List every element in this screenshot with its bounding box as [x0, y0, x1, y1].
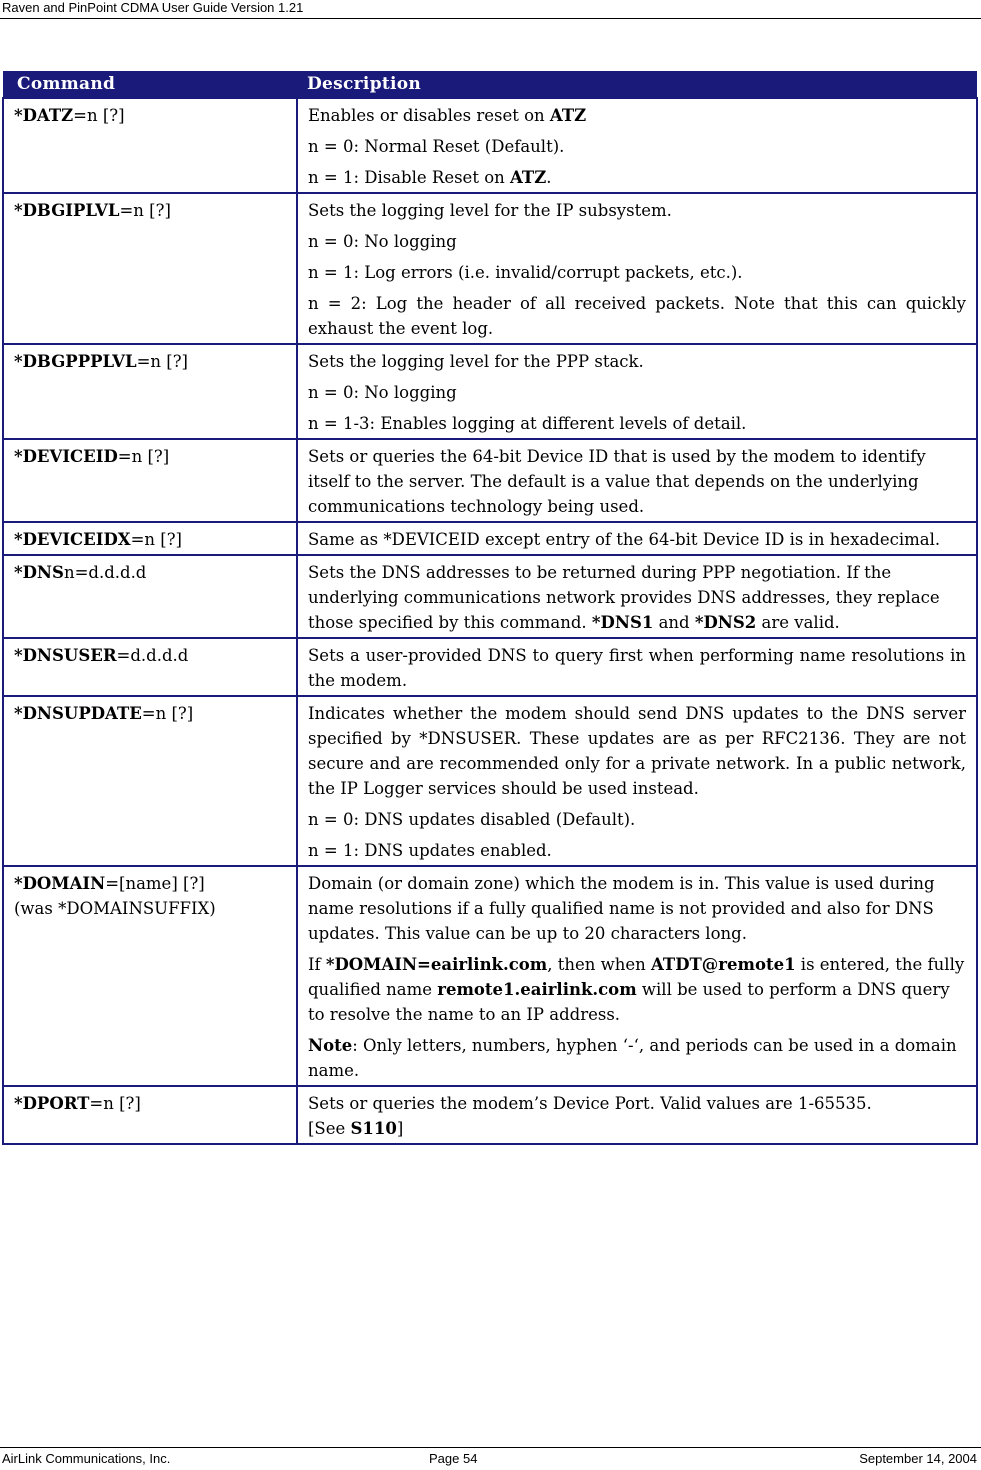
description-text: Same as *DEVICEID except entry of the 64-bit Device ID is in hexadecimal. [308, 530, 941, 549]
description-text: ] [396, 1119, 404, 1138]
table-row [3, 522, 977, 555]
command-cell [3, 522, 297, 555]
command-cell [3, 555, 297, 638]
table-row [3, 696, 977, 866]
description-text: : Only letters, numbers, hyphen ‘-‘, and periods can be used in a domain name. [308, 1036, 957, 1080]
command-name: *DEVICEIDX [14, 530, 131, 549]
description-text: Sets or queries the 64-bit Device ID that is used by the modem to identify itself to the server. The default is a value that depends on the underlying communications technology being used. [308, 447, 926, 516]
command-args: =d.d.d.d [116, 646, 189, 665]
description-cell [297, 344, 977, 439]
command-args: =n [?] [119, 201, 171, 220]
command-args: =n [?] [73, 106, 125, 125]
description-text: n = 1: Disable Reset on [308, 168, 511, 187]
description-text: n = 2: Log the header of all received packets. Note that this can quickly exhaust the event log. [308, 294, 966, 338]
description-cell [297, 522, 977, 555]
footer-company: AirLink Communications, Inc. [2, 1451, 171, 1466]
description-cell [297, 439, 977, 522]
description-text: Sets the DNS addresses to be returned during PPP negotiation. If the underlying communications network provides DNS addresses, they replace those specified by this command. [308, 563, 940, 632]
description-text: is entered, the fully qualified name [308, 955, 965, 999]
description-text: will be used to perform a DNS query to resolve the name to an IP address. [308, 980, 950, 1024]
page-footer [0, 1447, 981, 1470]
footer-page-number: Page 54 [429, 1451, 478, 1466]
description-text: Sets or queries the modem’s Device Port. Valid values are 1-65535. [308, 1094, 872, 1113]
description-text: n = 0: DNS updates disabled (Default). [308, 810, 636, 829]
command-name: *DBGIPLVL [14, 201, 120, 220]
table-row [3, 344, 977, 439]
command-args: =n [?] [141, 704, 194, 723]
footer-date: September 14, 2004 [859, 1451, 977, 1466]
command-name: *DNSUPDATE [14, 704, 142, 723]
description-text: Domain (or domain zone) which the modem is in. This value is used during name resolutions if a fully qualified name is not provided and also for DNS updates. This value can be up to 20 characters long. [308, 874, 935, 943]
description-cell [297, 638, 977, 696]
description-text: n = 1: Log errors (i.e. invalid/corrupt packets, etc.). [308, 263, 743, 282]
command-cell [3, 439, 297, 522]
command-name: *DNSUSER [14, 646, 117, 665]
description-bold: ATDT@remote1 [651, 955, 796, 974]
description-text: If [308, 955, 326, 974]
command-args: =n [?] [130, 530, 182, 549]
command-alias: (was *DOMAINSUFFIX) [14, 899, 216, 918]
description-bold: ATZ [510, 168, 547, 187]
description-cell [297, 1086, 977, 1144]
command-cell [3, 344, 297, 439]
table-row [3, 866, 977, 1086]
description-text: n = 0: No logging [308, 383, 457, 402]
description-bold: *DNS1 [591, 613, 654, 632]
command-cell [3, 1086, 297, 1144]
table-header-row [3, 71, 977, 98]
command-name: *DOMAIN [14, 874, 106, 893]
command-args: =[name] [?] [105, 874, 205, 893]
description-cell [297, 193, 977, 344]
command-name: *DNS [14, 563, 64, 582]
command-cell [3, 866, 297, 1086]
description-cell [297, 555, 977, 638]
header-title: Raven and PinPoint CDMA User Guide Version 1.21 [2, 0, 304, 15]
command-table [2, 71, 978, 1145]
description-text: Sets the logging level for the PPP stack. [308, 352, 644, 371]
command-args: =n [?] [136, 352, 188, 371]
command-name: *DEVICEID [14, 447, 118, 466]
description-text: and [653, 613, 695, 632]
table-row [3, 1086, 977, 1144]
description-cell [297, 98, 977, 193]
command-cell [3, 193, 297, 344]
command-args: n=d.d.d.d [63, 563, 147, 582]
command-args: =n [?] [89, 1094, 141, 1113]
command-cell [3, 696, 297, 866]
description-text: n = 1: DNS updates enabled. [308, 841, 552, 860]
command-name: *DPORT [14, 1094, 90, 1113]
description-text: are valid. [756, 613, 840, 632]
description-text: Indicates whether the modem should send DNS updates to the DNS server specified by *DNSUSER. These updates are as per RFC2136. They are not secure and are recommended only for a private network. In a public network, the IP Logger services should be used instead. [308, 704, 966, 798]
description-text: Sets a user-provided DNS to query first when performing name resolutions in the modem. [308, 646, 966, 690]
description-text: n = 1-3: Enables logging at different levels of detail. [308, 414, 747, 433]
description-bold: ATZ [549, 106, 587, 125]
description-cell [297, 696, 977, 866]
table-row [3, 439, 977, 522]
description-bold: *DOMAIN=eairlink.com [325, 955, 548, 974]
command-args: =n [?] [117, 447, 170, 466]
description-bold: S110 [350, 1119, 397, 1138]
description-text: Enables or disables reset on [308, 106, 550, 125]
description-text: [See [308, 1119, 351, 1138]
command-name: *DBGPPPLVL [14, 352, 137, 371]
description-text: . [546, 168, 552, 187]
command-cell [3, 638, 297, 696]
description-bold: *DNS2 [694, 613, 757, 632]
description-bold: Note [308, 1036, 353, 1055]
table-row [3, 638, 977, 696]
command-name: *DATZ [14, 106, 74, 125]
description-text: , then when [547, 955, 652, 974]
description-text: Sets the logging level for the IP subsystem. [308, 201, 672, 220]
description-cell [297, 866, 977, 1086]
command-cell [3, 98, 297, 193]
page-header [0, 0, 981, 19]
description-bold: remote1.eairlink.com [437, 980, 637, 999]
description-text: n = 0: Normal Reset (Default). [308, 137, 565, 156]
column-header-command: Command [3, 71, 297, 98]
table-row [3, 555, 977, 638]
column-header-description: Description [297, 71, 977, 98]
table-row [3, 98, 977, 193]
table-row [3, 193, 977, 344]
description-text: n = 0: No logging [308, 232, 457, 251]
